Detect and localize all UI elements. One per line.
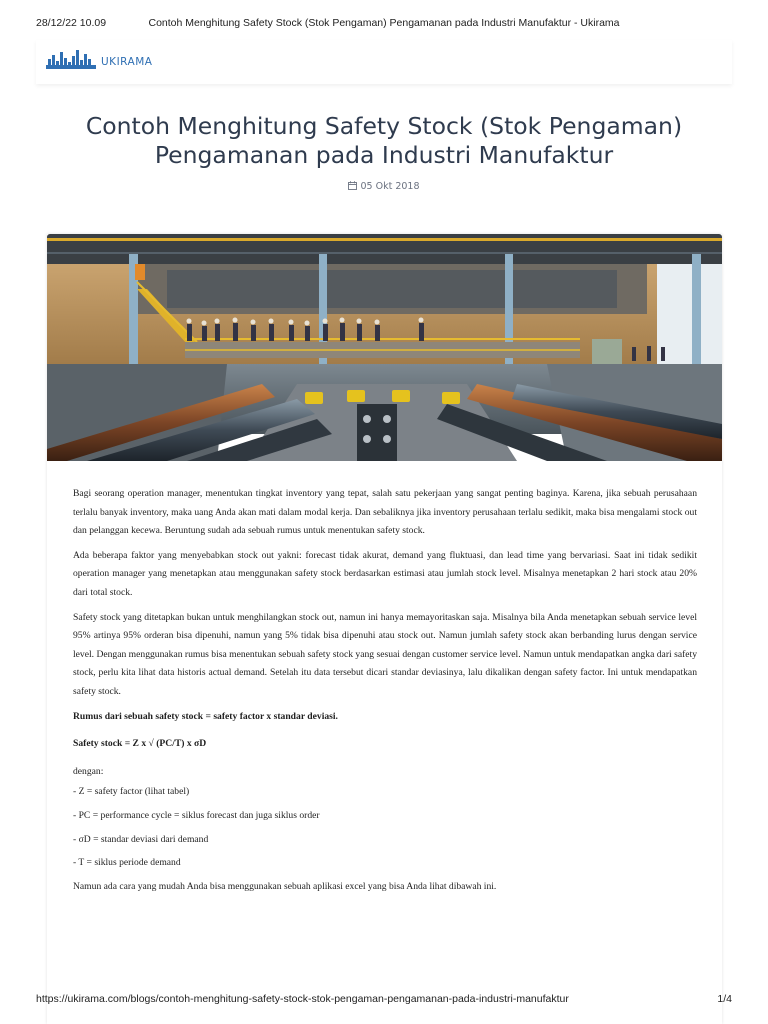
paragraph-1: Bagi seorang operation manager, menentukan tingkat inventory yang tepat, salah satu pekerjaan yang sangat penting baginya. Karena, jika sebuah perusahaan terlalu banyak inventory, maka uang Anda akan mati dalam modal kerja. Dan sebaliknya jika inventory perusahaan terlalu sedikit, maka bisa mengalami stock out dan pelanggan kecewa. Beruntung sudah ada sebuah rumus untuk menentukan safety stock. bbox=[73, 488, 697, 537]
paragraph-2: Ada beberapa faktor yang menyebabkan stock out yakni: forecast tidak akurat, demand yang fluktuasi, dan lead time yang bervariasi. Saat ini tidak sedikit operation manager yang menetapkan atau menggunakan safety stock berdasarkan estimasi atau jumlah stock level. Misalnya menetapkan 2 hari stock atau 20% dari total stock. bbox=[73, 549, 697, 598]
article-body bbox=[73, 485, 697, 902]
print-url: https://ukirama.com/blogs/contoh-menghitung-safety-stock-stok-pengaman-pengamanan-pada-industri-manufaktur bbox=[36, 993, 569, 1005]
print-datetime: 28/12/22 10.09 bbox=[36, 17, 107, 29]
definition-z: - Z = safety factor (lihat tabel) bbox=[73, 786, 190, 798]
print-page-number: 1/4 bbox=[717, 993, 732, 1005]
article-title: Contoh Menghitung Safety Stock (Stok Pengaman) Pengamanan pada Industri Manufaktur bbox=[85, 112, 683, 169]
formula-heading: Rumus dari sebuah safety stock = safety factor x standar deviasi. bbox=[73, 710, 338, 722]
logo-wordmark: UKIRAMA bbox=[101, 56, 153, 68]
dengan-label: dengan: bbox=[73, 765, 104, 777]
article-date-text: 05 Okt 2018 bbox=[360, 181, 420, 192]
article-card bbox=[47, 234, 722, 1024]
paragraph-3: Safety stock yang ditetapkan bukan untuk menghilangkan stock out, namun ini hanya memayoritaskan saja. Misalnya bila Anda menetapkan sebuah service level 95% artinya 95% orderan bisa dipenuhi, namun yang 5% tidak bisa dipenuhi atau stock out. Namun jumlah safety stock akan berbanding lurus dengan service level. Dengan menggunakan rumus bisa menentukan sebuah safety stock yang sesuai dengan customer service level. Namun untuk mendapatkan angka dari safety stock, perlu kita lihat data historis actual demand. Setelah itu data tersebut dicari standar deviasinya, lalu dikalikan dengan safety factor. Ini untuk mendapatkan safety stock. bbox=[73, 611, 697, 697]
site-logo[interactable] bbox=[46, 50, 152, 70]
hero-image bbox=[47, 234, 722, 461]
skyline-logo-icon bbox=[46, 50, 96, 70]
site-header bbox=[36, 40, 732, 84]
print-footer bbox=[36, 993, 732, 1007]
definition-t: - T = siklus periode demand bbox=[73, 857, 181, 869]
calendar-icon bbox=[348, 181, 357, 190]
formula: Safety stock = Z x √ (PC/T) x σD bbox=[73, 738, 207, 750]
print-page-title: Contoh Menghitung Safety Stock (Stok Pengaman) Pengamanan pada Industri Manufaktur - Ukirama bbox=[148, 17, 620, 29]
definition-pc: - PC = performance cycle = siklus forecast dan juga siklus order bbox=[73, 809, 320, 821]
article-date bbox=[0, 181, 768, 192]
print-header bbox=[36, 17, 732, 31]
definition-sigma-d: - σD = standar deviasi dari demand bbox=[73, 833, 209, 845]
closing-paragraph: Namun ada cara yang mudah Anda bisa menggunakan sebuah aplikasi excel yang bisa Anda lihat dibawah ini. bbox=[73, 880, 497, 892]
